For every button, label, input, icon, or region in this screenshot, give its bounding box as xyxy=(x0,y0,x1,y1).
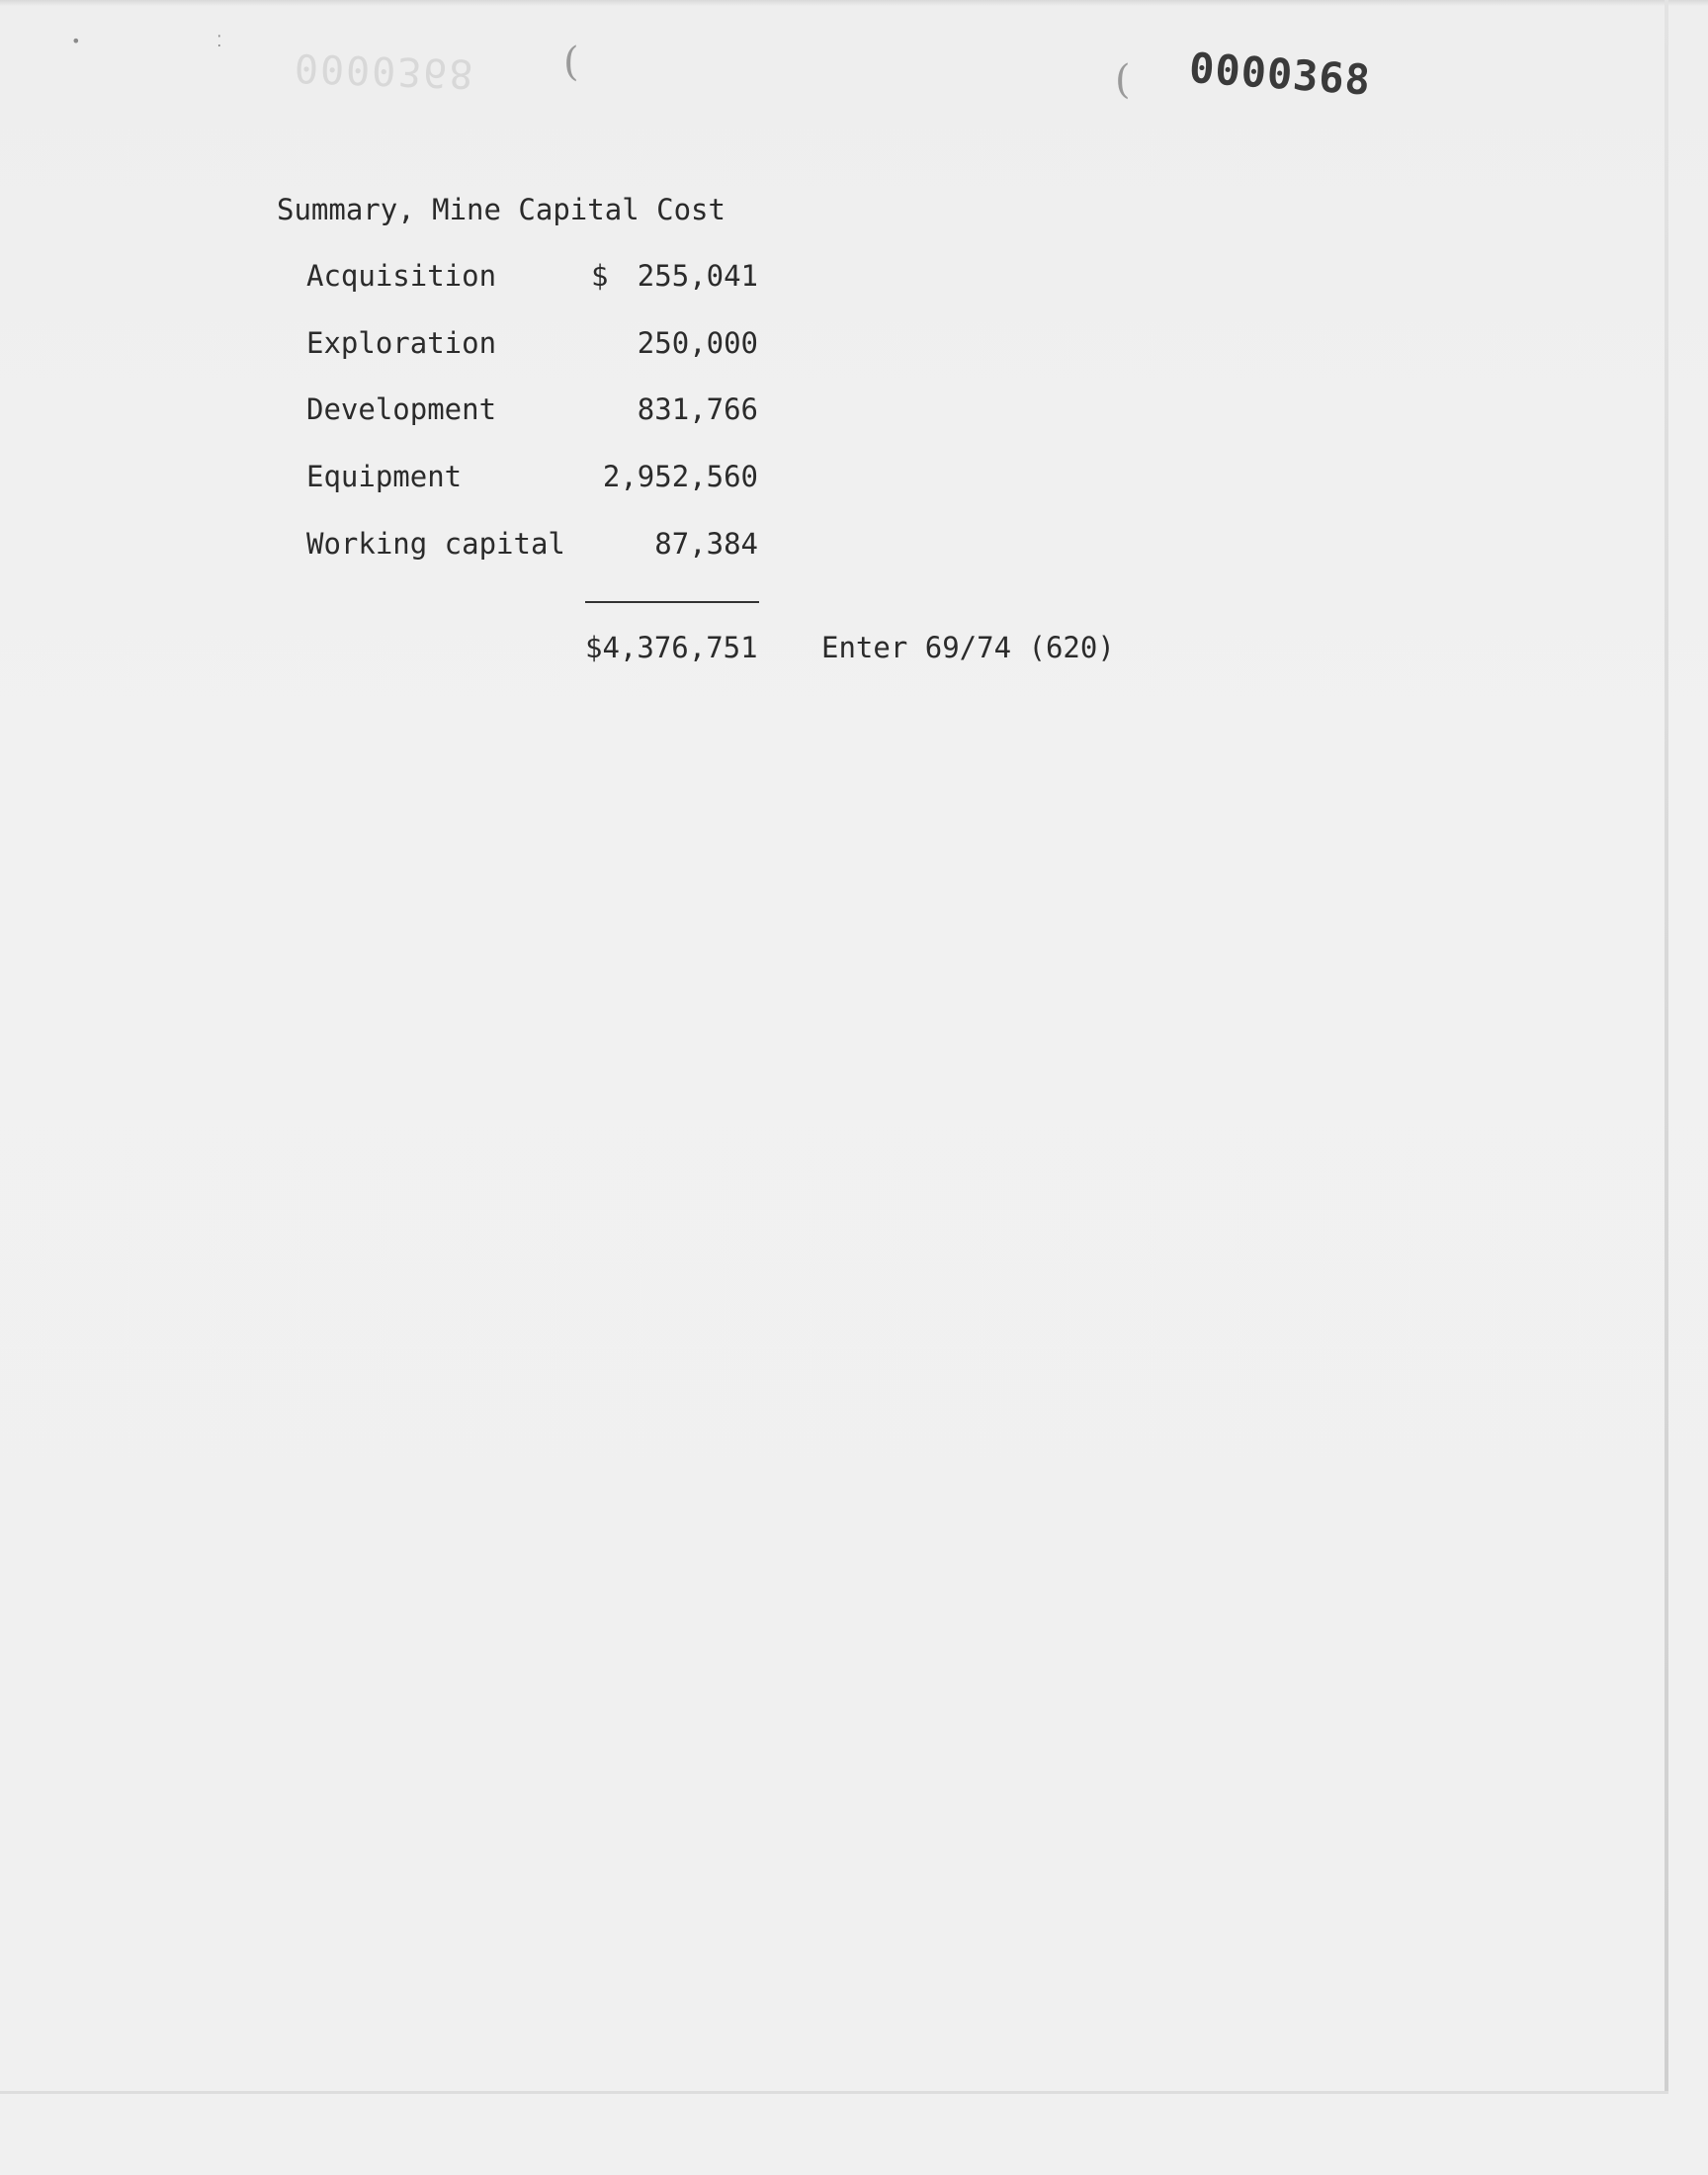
line-item-working-capital xyxy=(306,527,761,566)
punch-marks: • ⁚ xyxy=(71,32,286,50)
line-item-equipment xyxy=(306,460,761,499)
total-amount: $4,376,751 xyxy=(585,631,758,664)
page-bottom-edge xyxy=(0,2091,1668,2094)
summary-title: Summary, Mine Capital Cost xyxy=(277,193,726,226)
line-item-label: Acquisition xyxy=(306,259,497,293)
pencil-mark: ( xyxy=(1115,57,1131,103)
bleed-through-stamp: 0000368 xyxy=(294,44,476,97)
line-item-amount: 87,384 xyxy=(654,527,758,561)
total-rule xyxy=(585,601,759,603)
page-top-edge xyxy=(0,0,1708,6)
entry-note: Enter 69/74 (620) xyxy=(821,631,1115,664)
page-right-edge xyxy=(1665,0,1668,2091)
line-item-amount: 2,952,560 xyxy=(602,460,758,493)
line-item-exploration xyxy=(306,326,761,366)
line-item-amount: 250,000 xyxy=(637,326,758,360)
line-item-amount: 255,041 xyxy=(637,259,758,293)
document-number-stamp: 0000368 xyxy=(1187,44,1373,105)
line-item-label: Equipment xyxy=(306,460,463,493)
line-item-label: Exploration xyxy=(306,326,497,360)
line-item-label: Working capital xyxy=(306,527,565,561)
line-item-label: Development xyxy=(306,392,497,426)
line-item-acquisition xyxy=(306,259,761,299)
currency-symbol: $ xyxy=(591,259,609,293)
line-item-amount: 831,766 xyxy=(637,392,758,426)
pencil-mark: ( xyxy=(563,40,579,85)
line-item-development xyxy=(306,392,761,432)
